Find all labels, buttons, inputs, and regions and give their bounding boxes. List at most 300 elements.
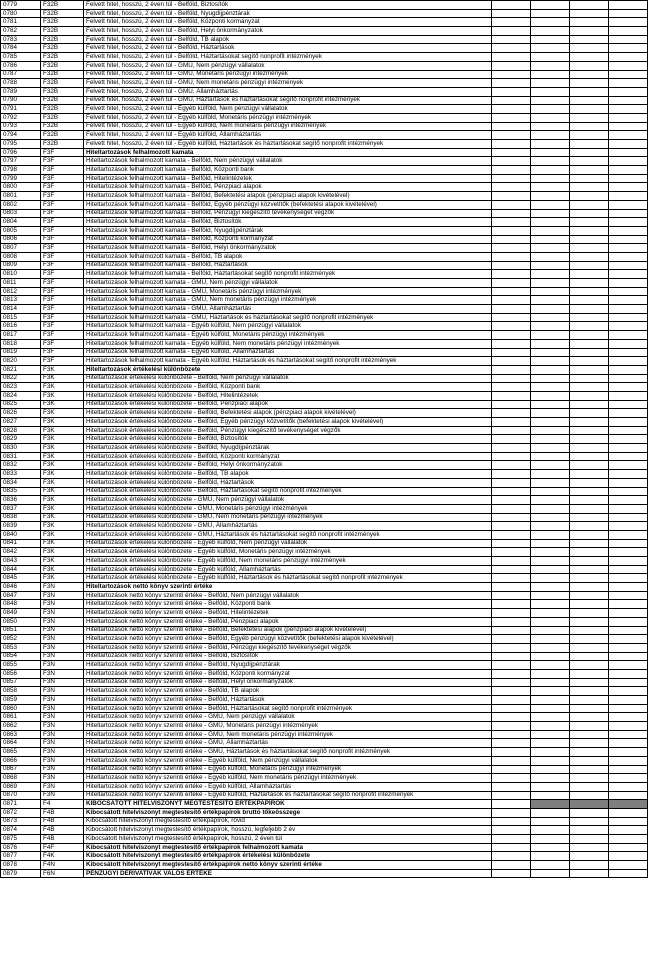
- row-id-cell: 0829: [1, 435, 41, 444]
- value-cell: [531, 183, 570, 192]
- row-code-cell: F3N: [41, 669, 84, 678]
- value-cell: [492, 800, 531, 809]
- row-id-cell: 0807: [1, 244, 41, 253]
- row-code-cell: F3K: [41, 435, 84, 444]
- table-row: [1, 626, 648, 635]
- row-description-cell: Hiteltartozások felhalmozott kamata - Belföld, Központi bank: [84, 166, 492, 175]
- row-code-cell: F4F: [41, 843, 84, 852]
- value-cell: [570, 591, 609, 600]
- row-id-cell: 0817: [1, 331, 41, 340]
- row-id-cell: 0846: [1, 583, 41, 592]
- table-row: [1, 148, 648, 157]
- value-cell: [570, 461, 609, 470]
- row-id-cell: 0785: [1, 53, 41, 62]
- row-code-cell: F32B: [41, 105, 84, 114]
- value-cell: [531, 539, 570, 548]
- row-code-cell: F3F: [41, 209, 84, 218]
- row-id-cell: 0820: [1, 357, 41, 366]
- row-description-cell: Hiteltartozások felhalmozott kamata - Belföld, Egyéb pénzügyi közvetítők (befektetési alapok kivételével): [84, 200, 492, 209]
- value-cell: [531, 122, 570, 131]
- row-id-cell: 0825: [1, 400, 41, 409]
- row-id-cell: 0792: [1, 113, 41, 122]
- row-code-cell: F3F: [41, 305, 84, 314]
- value-cell: [570, 235, 609, 244]
- table-row: [1, 722, 648, 731]
- value-cell: [609, 383, 648, 392]
- table-row: [1, 869, 648, 878]
- value-cell: [570, 166, 609, 175]
- value-cell: [492, 435, 531, 444]
- value-cell: [570, 470, 609, 479]
- value-cell: [570, 800, 609, 809]
- row-code-cell: F3K: [41, 478, 84, 487]
- value-cell: [492, 756, 531, 765]
- row-id-cell: 0821: [1, 365, 41, 374]
- row-description-cell: Hiteltartozások értékelési különbözete - Belföld, Nyugdíjpénztárak: [84, 444, 492, 453]
- value-cell: [570, 522, 609, 531]
- value-cell: [492, 1, 531, 10]
- value-cell: [492, 400, 531, 409]
- table-row: [1, 18, 648, 27]
- row-description-cell: Hiteltartozások értékelési különbözete - Belföld, Pénzügyi kiegészítő tevékenységet végzők: [84, 426, 492, 435]
- row-id-cell: 0859: [1, 696, 41, 705]
- row-description-cell: Hiteltartozások nettó könyv szerinti értéke - Egyéb külföld, Államháztartás: [84, 782, 492, 791]
- row-id-cell: 0860: [1, 704, 41, 713]
- value-cell: [609, 609, 648, 618]
- value-cell: [492, 79, 531, 88]
- value-cell: [570, 105, 609, 114]
- value-cell: [531, 35, 570, 44]
- row-code-cell: F3K: [41, 470, 84, 479]
- value-cell: [570, 279, 609, 288]
- value-cell: [531, 687, 570, 696]
- value-cell: [492, 209, 531, 218]
- row-id-cell: 0784: [1, 44, 41, 53]
- value-cell: [609, 652, 648, 661]
- table-row: [1, 461, 648, 470]
- value-cell: [570, 617, 609, 626]
- value-cell: [492, 774, 531, 783]
- value-cell: [570, 148, 609, 157]
- row-description-cell: Hiteltartozások nettó könyv szerinti értéke - Belföld, Pénzügyi kiegészítő tevékenységet végzők: [84, 643, 492, 652]
- value-cell: [492, 131, 531, 140]
- row-id-cell: 0875: [1, 835, 41, 844]
- value-cell: [531, 296, 570, 305]
- value-cell: [531, 826, 570, 835]
- row-id-cell: 0837: [1, 504, 41, 513]
- row-code-cell: F3N: [41, 704, 84, 713]
- value-cell: [570, 452, 609, 461]
- value-cell: [531, 226, 570, 235]
- value-cell: [492, 835, 531, 844]
- value-cell: [492, 192, 531, 201]
- value-cell: [609, 270, 648, 279]
- value-cell: [492, 287, 531, 296]
- row-description-cell: Hiteltartozások felhalmozott kamata - GMU, Nem pénzügyi vállalatok: [84, 279, 492, 288]
- value-cell: [609, 791, 648, 800]
- value-cell: [609, 235, 648, 244]
- value-cell: [570, 287, 609, 296]
- value-cell: [492, 235, 531, 244]
- value-cell: [492, 261, 531, 270]
- value-cell: [531, 861, 570, 870]
- row-description-cell: Hiteltartozások felhalmozott kamata - Belföld, Befektetési alapok (pénzpiaci alapok kivételével): [84, 192, 492, 201]
- value-cell: [609, 331, 648, 340]
- value-cell: [492, 504, 531, 513]
- row-description-cell: Hiteltartozások felhalmozott kamata - Belföld, Nyugdíjpénztárak: [84, 226, 492, 235]
- value-cell: [609, 140, 648, 149]
- value-cell: [531, 548, 570, 557]
- value-cell: [570, 322, 609, 331]
- value-cell: [492, 548, 531, 557]
- value-cell: [492, 148, 531, 157]
- row-code-cell: F3K: [41, 391, 84, 400]
- table-row: [1, 591, 648, 600]
- value-cell: [609, 174, 648, 183]
- value-cell: [531, 287, 570, 296]
- row-id-cell: 0863: [1, 730, 41, 739]
- value-cell: [531, 174, 570, 183]
- row-id-cell: 0836: [1, 496, 41, 505]
- row-id-cell: 0838: [1, 513, 41, 522]
- row-description-cell: PÉNZÜGYI DERIVATÍVÁK VALÓS ÉRTÉKE: [84, 869, 492, 878]
- row-code-cell: F3K: [41, 557, 84, 566]
- row-code-cell: F3N: [41, 748, 84, 757]
- row-id-cell: 0826: [1, 409, 41, 418]
- value-cell: [492, 696, 531, 705]
- row-description-cell: Hiteltartozások értékelési különbözete - Belföld, Központi kormányzat: [84, 452, 492, 461]
- table-row: [1, 835, 648, 844]
- row-id-cell: 0866: [1, 756, 41, 765]
- value-cell: [492, 357, 531, 366]
- row-id-cell: 0862: [1, 722, 41, 731]
- row-code-cell: F3F: [41, 200, 84, 209]
- value-cell: [531, 739, 570, 748]
- value-cell: [570, 61, 609, 70]
- table-row: [1, 739, 648, 748]
- value-cell: [531, 696, 570, 705]
- value-cell: [492, 817, 531, 826]
- table-row: [1, 192, 648, 201]
- value-cell: [570, 435, 609, 444]
- table-row: [1, 426, 648, 435]
- row-code-cell: F3K: [41, 530, 84, 539]
- value-cell: [531, 140, 570, 149]
- value-cell: [609, 35, 648, 44]
- value-cell: [531, 756, 570, 765]
- value-cell: [492, 244, 531, 253]
- row-id-cell: 0873: [1, 817, 41, 826]
- value-cell: [609, 418, 648, 427]
- row-id-cell: 0801: [1, 192, 41, 201]
- table-row: [1, 140, 648, 149]
- value-cell: [531, 166, 570, 175]
- value-cell: [492, 739, 531, 748]
- row-id-cell: 0877: [1, 852, 41, 861]
- value-cell: [609, 808, 648, 817]
- row-code-cell: F3N: [41, 687, 84, 696]
- value-cell: [609, 348, 648, 357]
- value-cell: [531, 96, 570, 105]
- value-cell: [570, 244, 609, 253]
- row-id-cell: 0864: [1, 739, 41, 748]
- row-code-cell: F3F: [41, 261, 84, 270]
- value-cell: [492, 87, 531, 96]
- row-code-cell: F3N: [41, 661, 84, 670]
- value-cell: [609, 365, 648, 374]
- row-code-cell: F32B: [41, 140, 84, 149]
- value-cell: [492, 279, 531, 288]
- value-cell: [492, 574, 531, 583]
- value-cell: [609, 713, 648, 722]
- table-row: [1, 96, 648, 105]
- table-row: [1, 209, 648, 218]
- row-code-cell: F3N: [41, 643, 84, 652]
- value-cell: [492, 322, 531, 331]
- value-cell: [609, 322, 648, 331]
- table-row: [1, 174, 648, 183]
- value-cell: [609, 557, 648, 566]
- value-cell: [609, 279, 648, 288]
- row-description-cell: Hiteltartozások nettó könyv szerinti értéke - Belföld, Helyi önkormányzatok: [84, 678, 492, 687]
- table-row: [1, 87, 648, 96]
- table-row: [1, 200, 648, 209]
- value-cell: [492, 496, 531, 505]
- row-description-cell: Hiteltartozások felhalmozott kamata - Egyéb külföld, Monetáris pénzügyi intézmények: [84, 331, 492, 340]
- row-description-cell: Felvett hitel, hosszú, 2 éven túl - GMU, Monetáris pénzügyi intézmények: [84, 70, 492, 79]
- row-code-cell: F3F: [41, 313, 84, 322]
- value-cell: [570, 583, 609, 592]
- value-cell: [492, 27, 531, 36]
- value-cell: [531, 609, 570, 618]
- row-id-cell: 0783: [1, 35, 41, 44]
- row-description-cell: Hiteltartozások értékelési különbözete - Belföld, Egyéb pénzügyi közvetítők (befektetési alapok kivételével): [84, 418, 492, 427]
- value-cell: [492, 374, 531, 383]
- table-row: [1, 183, 648, 192]
- value-cell: [492, 452, 531, 461]
- row-id-cell: 0803: [1, 209, 41, 218]
- row-code-cell: F3F: [41, 331, 84, 340]
- row-id-cell: 0805: [1, 226, 41, 235]
- value-cell: [531, 557, 570, 566]
- value-cell: [609, 400, 648, 409]
- row-description-cell: Kibocsátott hitelviszonyt megtestesítő értékpapírok felhalmozott kamata: [84, 843, 492, 852]
- value-cell: [531, 626, 570, 635]
- table-row: [1, 418, 648, 427]
- value-cell: [609, 522, 648, 531]
- row-code-cell: F3F: [41, 339, 84, 348]
- value-cell: [531, 426, 570, 435]
- row-id-cell: 0794: [1, 131, 41, 140]
- row-id-cell: 0865: [1, 748, 41, 757]
- value-cell: [492, 669, 531, 678]
- row-description-cell: KIBOCSÁTOTT HITELVISZONYT MEGTESTESÍTŐ ÉRTÉKPAPÍROK: [84, 800, 492, 809]
- table-row: [1, 782, 648, 791]
- table-row: [1, 357, 648, 366]
- value-cell: [531, 522, 570, 531]
- value-cell: [609, 626, 648, 635]
- table-row: [1, 218, 648, 227]
- value-cell: [609, 166, 648, 175]
- row-code-cell: F3F: [41, 348, 84, 357]
- value-cell: [531, 452, 570, 461]
- value-cell: [609, 739, 648, 748]
- value-cell: [492, 391, 531, 400]
- row-code-cell: F3K: [41, 565, 84, 574]
- table-row: [1, 496, 648, 505]
- row-description-cell: Kibocsátott hitelviszonyt megtestesítő értékpapírok értékelési különbözete: [84, 852, 492, 861]
- table-row: [1, 748, 648, 757]
- value-cell: [531, 513, 570, 522]
- value-cell: [570, 808, 609, 817]
- value-cell: [570, 669, 609, 678]
- row-id-cell: 0853: [1, 643, 41, 652]
- row-description-cell: Felvett hitel, hosszú, 2 éven túl - Belföld, Nyugdíjpénztárak: [84, 9, 492, 18]
- row-description-cell: Felvett hitel, hosszú, 2 éven túl - Egyéb külföld, Monetáris pénzügyi intézmények: [84, 113, 492, 122]
- row-description-cell: Hiteltartozások nettó könyv szerinti értéke - GMU, Nem pénzügyi vállalatok: [84, 713, 492, 722]
- row-id-cell: 0780: [1, 9, 41, 18]
- value-cell: [609, 635, 648, 644]
- row-id-cell: 0869: [1, 782, 41, 791]
- value-cell: [492, 226, 531, 235]
- value-cell: [570, 652, 609, 661]
- value-cell: [570, 557, 609, 566]
- value-cell: [531, 643, 570, 652]
- table-row: [1, 313, 648, 322]
- row-code-cell: F3K: [41, 522, 84, 531]
- value-cell: [531, 313, 570, 322]
- value-cell: [570, 704, 609, 713]
- row-id-cell: 0850: [1, 617, 41, 626]
- row-id-cell: 0813: [1, 296, 41, 305]
- value-cell: [609, 669, 648, 678]
- value-cell: [531, 591, 570, 600]
- row-code-cell: F3F: [41, 296, 84, 305]
- row-id-cell: 0808: [1, 252, 41, 261]
- value-cell: [492, 522, 531, 531]
- row-description-cell: Kibocsátott hitelviszonyt megtestesítő értékpapírok, hosszú, 2 éven túl: [84, 835, 492, 844]
- row-description-cell: Hiteltartozások felhalmozott kamata - Belföld, Pénzpiaci alapok: [84, 183, 492, 192]
- table-row: [1, 235, 648, 244]
- row-id-cell: 0798: [1, 166, 41, 175]
- value-cell: [570, 609, 609, 618]
- value-cell: [492, 96, 531, 105]
- value-cell: [570, 756, 609, 765]
- value-cell: [570, 226, 609, 235]
- table-row: [1, 513, 648, 522]
- row-description-cell: Hiteltartozások értékelési különbözete - Belföld, Helyi önkormányzatok: [84, 461, 492, 470]
- value-cell: [492, 365, 531, 374]
- value-cell: [531, 800, 570, 809]
- row-id-cell: 0815: [1, 313, 41, 322]
- table-row: [1, 843, 648, 852]
- value-cell: [609, 583, 648, 592]
- value-cell: [609, 192, 648, 201]
- value-cell: [570, 548, 609, 557]
- row-description-cell: Hiteltartozások felhalmozott kamata - Egyéb külföld, Nem pénzügyi vállalatok: [84, 322, 492, 331]
- value-cell: [609, 539, 648, 548]
- row-id-cell: 0879: [1, 869, 41, 878]
- value-cell: [492, 53, 531, 62]
- row-description-cell: Felvett hitel, hosszú, 2 éven túl - GMU, Háztartások és háztartásokat segítő nonprofit intézmények: [84, 96, 492, 105]
- row-code-cell: F3N: [41, 713, 84, 722]
- row-code-cell: F4B: [41, 835, 84, 844]
- value-cell: [492, 791, 531, 800]
- table-row: [1, 652, 648, 661]
- table-row: [1, 609, 648, 618]
- row-code-cell: F3K: [41, 574, 84, 583]
- row-id-cell: 0781: [1, 18, 41, 27]
- row-description-cell: Hiteltartozások felhalmozott kamata - Belföld, Biztosítók: [84, 218, 492, 227]
- row-code-cell: F3N: [41, 635, 84, 644]
- value-cell: [570, 487, 609, 496]
- value-cell: [570, 270, 609, 279]
- row-id-cell: 0816: [1, 322, 41, 331]
- row-code-cell: F3K: [41, 487, 84, 496]
- row-id-cell: 0823: [1, 383, 41, 392]
- value-cell: [531, 113, 570, 122]
- row-description-cell: Felvett hitel, hosszú, 2 éven túl - Belföld, Háztartásokat segítő nonprofit intézmények: [84, 53, 492, 62]
- row-code-cell: F3K: [41, 418, 84, 427]
- value-cell: [492, 652, 531, 661]
- value-cell: [531, 157, 570, 166]
- value-cell: [492, 200, 531, 209]
- value-cell: [531, 44, 570, 53]
- row-id-cell: 0840: [1, 530, 41, 539]
- row-id-cell: 0839: [1, 522, 41, 531]
- row-description-cell: Hiteltartozások értékelési különbözete - GMU, Államháztartás: [84, 522, 492, 531]
- row-description-cell: Hiteltartozások értékelési különbözete - GMU, Monetáris pénzügyi intézmények: [84, 504, 492, 513]
- value-cell: [531, 348, 570, 357]
- value-cell: [609, 548, 648, 557]
- value-cell: [570, 869, 609, 878]
- row-description-cell: Hiteltartozások nettó könyv szerinti értéke - Egyéb külföld, Háztartások és háztartásokat segítő nonprofit intézmények: [84, 791, 492, 800]
- row-description-cell: Hiteltartozások felhalmozott kamata - GMU, Monetáris pénzügyi intézmények: [84, 287, 492, 296]
- row-id-cell: 0868: [1, 774, 41, 783]
- value-cell: [609, 617, 648, 626]
- value-cell: [492, 583, 531, 592]
- value-cell: [570, 696, 609, 705]
- row-code-cell: F32B: [41, 18, 84, 27]
- value-cell: [570, 348, 609, 357]
- value-cell: [570, 426, 609, 435]
- value-cell: [609, 105, 648, 114]
- value-cell: [570, 635, 609, 644]
- row-id-cell: 0851: [1, 626, 41, 635]
- row-description-cell: Hiteltartozások nettó könyv szerinti értéke - Belföld, Befektetési alapok (pénzpiaci alapok kivételével): [84, 626, 492, 635]
- table-row: [1, 61, 648, 70]
- value-cell: [609, 226, 648, 235]
- value-cell: [531, 748, 570, 757]
- row-code-cell: F3N: [41, 756, 84, 765]
- table-row: [1, 800, 648, 809]
- value-cell: [609, 183, 648, 192]
- value-cell: [609, 687, 648, 696]
- value-cell: [609, 157, 648, 166]
- value-cell: [570, 626, 609, 635]
- row-id-cell: 0782: [1, 27, 41, 36]
- row-code-cell: F3K: [41, 504, 84, 513]
- row-description-cell: Hiteltartozások értékelési különbözete: [84, 365, 492, 374]
- value-cell: [492, 704, 531, 713]
- value-cell: [492, 861, 531, 870]
- value-cell: [531, 530, 570, 539]
- value-cell: [570, 296, 609, 305]
- value-cell: [570, 174, 609, 183]
- table-row: [1, 470, 648, 479]
- value-cell: [609, 574, 648, 583]
- row-id-cell: 0793: [1, 122, 41, 131]
